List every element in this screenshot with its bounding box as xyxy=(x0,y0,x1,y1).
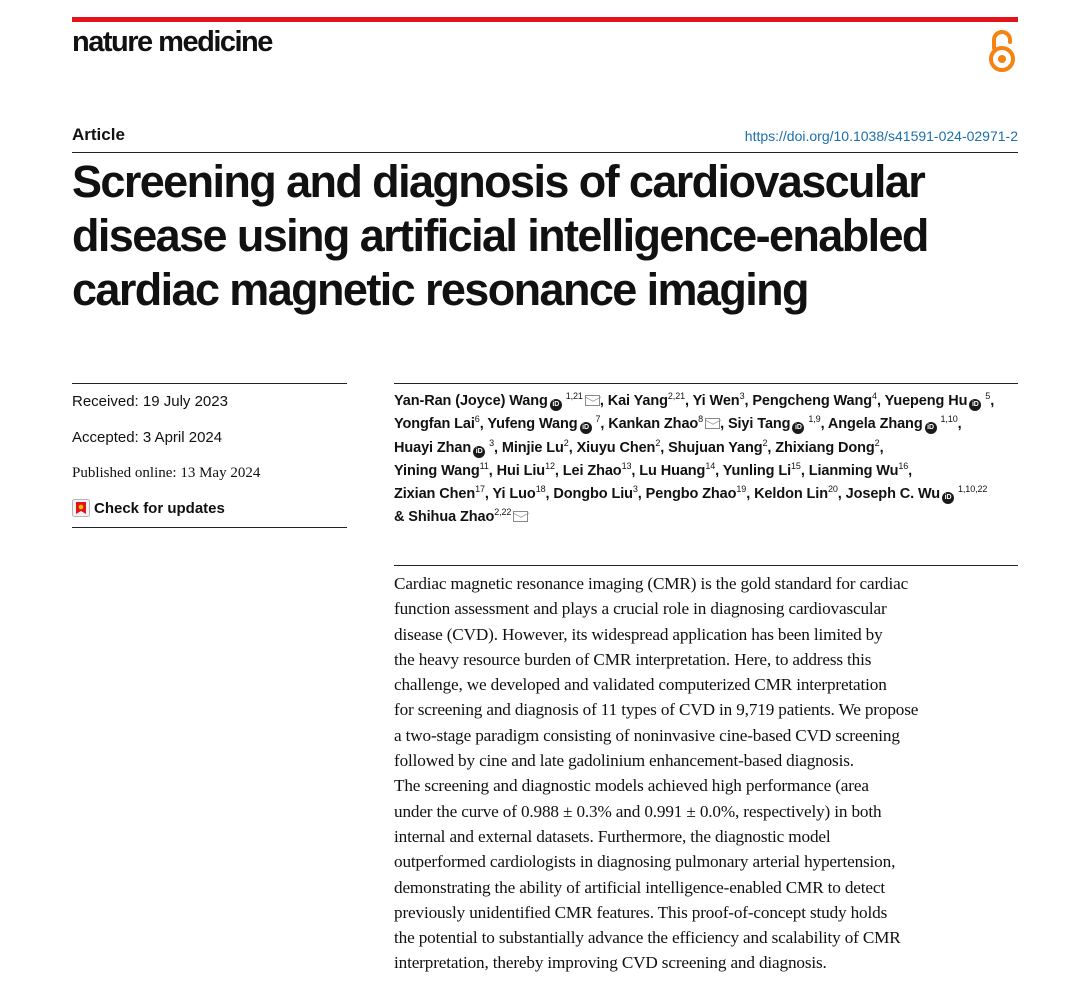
open-access-icon[interactable] xyxy=(985,28,1019,74)
abstract-line: function assessment and plays a crucial role in diagnosing cardiovascular xyxy=(394,599,887,619)
author-name[interactable]: Keldon Lin xyxy=(754,486,828,503)
affiliation-marker: 19 xyxy=(736,484,747,495)
header-divider xyxy=(72,152,1018,153)
affiliation-marker: 3 xyxy=(632,484,638,495)
doi-link[interactable]: https://doi.org/10.1038/s41591-024-02971-2 xyxy=(744,128,1018,144)
affiliation-marker: 17 xyxy=(475,484,485,495)
author-name[interactable]: Yufeng Wang xyxy=(487,416,578,433)
abstract xyxy=(394,571,1024,976)
title-line: cardiac magnetic resonance imaging xyxy=(72,264,808,315)
affiliation-marker: 1,10,22 xyxy=(958,484,988,495)
affiliation-marker: 2 xyxy=(762,437,768,448)
affiliation-marker: 2,22 xyxy=(494,507,512,518)
author-list: Yan-Ran (Joyce) Wang iD $^{1,21}$ , Kai Yang$^{2,21}$, Yi Wen$^3$, Pengcheng Wang$^4$, Yuepeng Hu iD $^5$, Yongfan Lai$^6$, Yufeng Wang iD $^7$, Kankan Zhao$^8$ , Siyi Tang iD $^{1,9}$, Angela Zhang iD $^{1,10}$, Huayi Zhan iD $^3$, Minjie Lu$^2$, Xiuyu Chen$^2$, Shujuan Yang$^2$, Zhixiang Dong$^2$, Yining Wang$^{11}$, Hui Liu$^{12}$, Lei Zhao$^{13}$, Lu Huang$^{14}$, Yunling Li$^{15}$, Lianming Wu$^{16}$, Zixian Chen$^{17}$, Yi Luo$^{18}$, Dongbo Liu$^3$, Pengbo Zhao$^{19}$, Keldon Lin$^{20}$, Joseph C. Wu iD $^{1,10,22}$ & Shihua Zhao$^{2,22}$ xyxy=(394,391,995,526)
abstract-line: Cardiac magnetic resonance imaging (CMR) is the gold standard for cardiac xyxy=(394,574,909,593)
author-name[interactable]: Joseph C. Wu xyxy=(845,486,941,503)
abstract-divider xyxy=(394,565,1018,566)
author-name[interactable]: Pengbo Zhao xyxy=(645,486,737,503)
abstract-line: disease (CVD). However, its widespread application has been limited by xyxy=(394,624,883,644)
orcid-icon[interactable]: iD xyxy=(792,422,804,434)
affiliation-marker: 3 xyxy=(489,437,494,448)
abstract-line: under the curve of 0.988 ± 0.3% and 0.991 ± 0.0%, respectively) in both xyxy=(394,801,882,821)
orcid-icon[interactable]: iD xyxy=(942,492,954,504)
author-name[interactable]: Dongbo Liu xyxy=(553,486,633,503)
mail-icon[interactable] xyxy=(585,395,600,406)
author-name[interactable]: Minjie Lu xyxy=(501,439,564,456)
affiliation-marker: 8 xyxy=(698,414,704,425)
author-name[interactable]: Yining Wang xyxy=(394,462,480,479)
title-line: disease using artificial intelligence-enabled xyxy=(72,210,928,261)
author-name[interactable]: Lei Zhao xyxy=(562,462,622,479)
abstract-line: for screening and diagnosis of 11 types of CVD in 9,719 patients. We propose xyxy=(394,700,919,720)
journal-accent-rule xyxy=(72,17,1018,22)
check-updates-icon xyxy=(72,499,90,517)
author-name[interactable]: Pengcheng Wang xyxy=(752,393,873,409)
affiliation-marker: 3 xyxy=(739,391,745,401)
orcid-icon[interactable]: iD xyxy=(473,446,485,458)
author-name[interactable]: Zhixiang Dong xyxy=(775,439,875,456)
journal-name[interactable]: nature medicine xyxy=(72,26,272,58)
abstract-line: the heavy resource burden of CMR interpretation. Here, to address this xyxy=(394,649,872,669)
check-updates-label: Check for updates xyxy=(94,499,225,517)
affiliation-marker: 2 xyxy=(563,437,569,448)
affiliation-marker: 16 xyxy=(898,460,909,471)
affiliation-marker: 4 xyxy=(872,391,877,401)
affiliation-marker: 15 xyxy=(791,460,801,471)
check-updates-button[interactable] xyxy=(72,499,225,517)
abstract-line: previously unidentified CMR features. This proof-of-concept study holds xyxy=(394,902,888,922)
published-date: Published online: 13 May 2024 xyxy=(72,465,261,481)
mail-icon[interactable] xyxy=(705,418,720,429)
abstract-line: challenge, we developed and validated computerized CMR interpretation xyxy=(394,675,887,695)
orcid-icon[interactable]: iD xyxy=(550,399,562,411)
affiliation-marker: 1,21 xyxy=(565,391,583,401)
author-name[interactable]: & Shihua Zhao xyxy=(394,509,495,526)
accepted-date: Accepted: 3 April 2024 xyxy=(72,429,223,446)
affiliation-marker: 5 xyxy=(985,391,991,401)
author-name[interactable]: Yan-Ran (Joyce) Wang xyxy=(394,393,548,409)
affiliation-marker: 18 xyxy=(535,484,546,495)
affiliation-marker: 13 xyxy=(621,460,632,471)
received-date: Received: 19 July 2023 xyxy=(72,393,228,410)
affiliation-marker: 2 xyxy=(874,437,880,448)
affiliation-marker: 20 xyxy=(827,484,838,495)
author-name[interactable]: Huayi Zhan xyxy=(394,439,472,456)
author-name[interactable]: Yuepeng Hu xyxy=(884,393,968,409)
article-title xyxy=(72,155,1018,317)
abstract-line: followed by cine and late gadolinium enhancement-based diagnosis. xyxy=(394,751,854,771)
author-name[interactable]: Lu Huang xyxy=(639,462,706,479)
author-name[interactable]: Angela Zhang xyxy=(827,416,923,433)
abstract-line: internal and external datasets. Furthermore, the diagnostic model xyxy=(394,826,831,846)
mail-icon[interactable] xyxy=(513,511,528,522)
author-name[interactable]: Kankan Zhao xyxy=(608,416,699,433)
affiliation-marker: 1,10 xyxy=(940,414,958,425)
author-name[interactable]: Yongfan Lai xyxy=(394,416,475,433)
affiliation-marker: 2 xyxy=(655,437,661,448)
author-name[interactable]: Yi Luo xyxy=(492,486,536,503)
affiliation-marker: 1,9 xyxy=(808,414,821,425)
abstract-line: a two-stage paradigm consisting of noninvasive cine-based CVD screening xyxy=(394,725,900,745)
abstract-line: The screening and diagnostic models achieved high performance (area xyxy=(394,776,869,796)
affiliation-marker: 6 xyxy=(474,414,480,425)
orcid-icon[interactable]: iD xyxy=(925,422,937,434)
affiliation-marker: 2,21 xyxy=(667,391,686,401)
article-type-label: Article xyxy=(72,125,125,144)
authors-divider xyxy=(394,383,1018,384)
abstract-line: outperformed cardiologists in diagnosing pulmonary arterial hypertension, xyxy=(394,852,896,872)
author-name[interactable]: Xiuyu Chen xyxy=(576,439,656,456)
author-name[interactable]: Siyi Tang xyxy=(727,416,791,433)
orcid-icon[interactable]: iD xyxy=(580,422,592,434)
abstract-line: demonstrating the ability of artificial intelligence-enabled CMR to detect xyxy=(394,877,885,897)
author-name[interactable]: Shujuan Yang xyxy=(668,439,763,456)
orcid-icon[interactable]: iD xyxy=(969,399,981,411)
author-name[interactable]: Zixian Chen xyxy=(394,486,476,503)
author-name[interactable]: Yi Wen xyxy=(692,393,740,409)
meta-divider-top xyxy=(72,383,347,384)
affiliation-marker: 7 xyxy=(595,414,601,425)
abstract-line: interpretation, thereby improving CVD screening and diagnosis. xyxy=(394,953,827,973)
meta-divider-bottom xyxy=(72,527,347,528)
author-name[interactable]: Hui Liu xyxy=(496,462,546,479)
author-name[interactable]: Kai Yang xyxy=(607,393,668,409)
author-name[interactable]: Yunling Li xyxy=(722,462,792,479)
author-name[interactable]: Lianming Wu xyxy=(808,462,899,479)
affiliation-marker: 14 xyxy=(705,460,716,471)
abstract-line: the potential to substantially advance the efficiency and scalability of CMR xyxy=(394,928,901,948)
title-line: Screening and diagnosis of cardiovascular xyxy=(72,156,925,207)
affiliation-marker: 12 xyxy=(545,460,555,471)
affiliation-marker: 11 xyxy=(479,460,489,471)
